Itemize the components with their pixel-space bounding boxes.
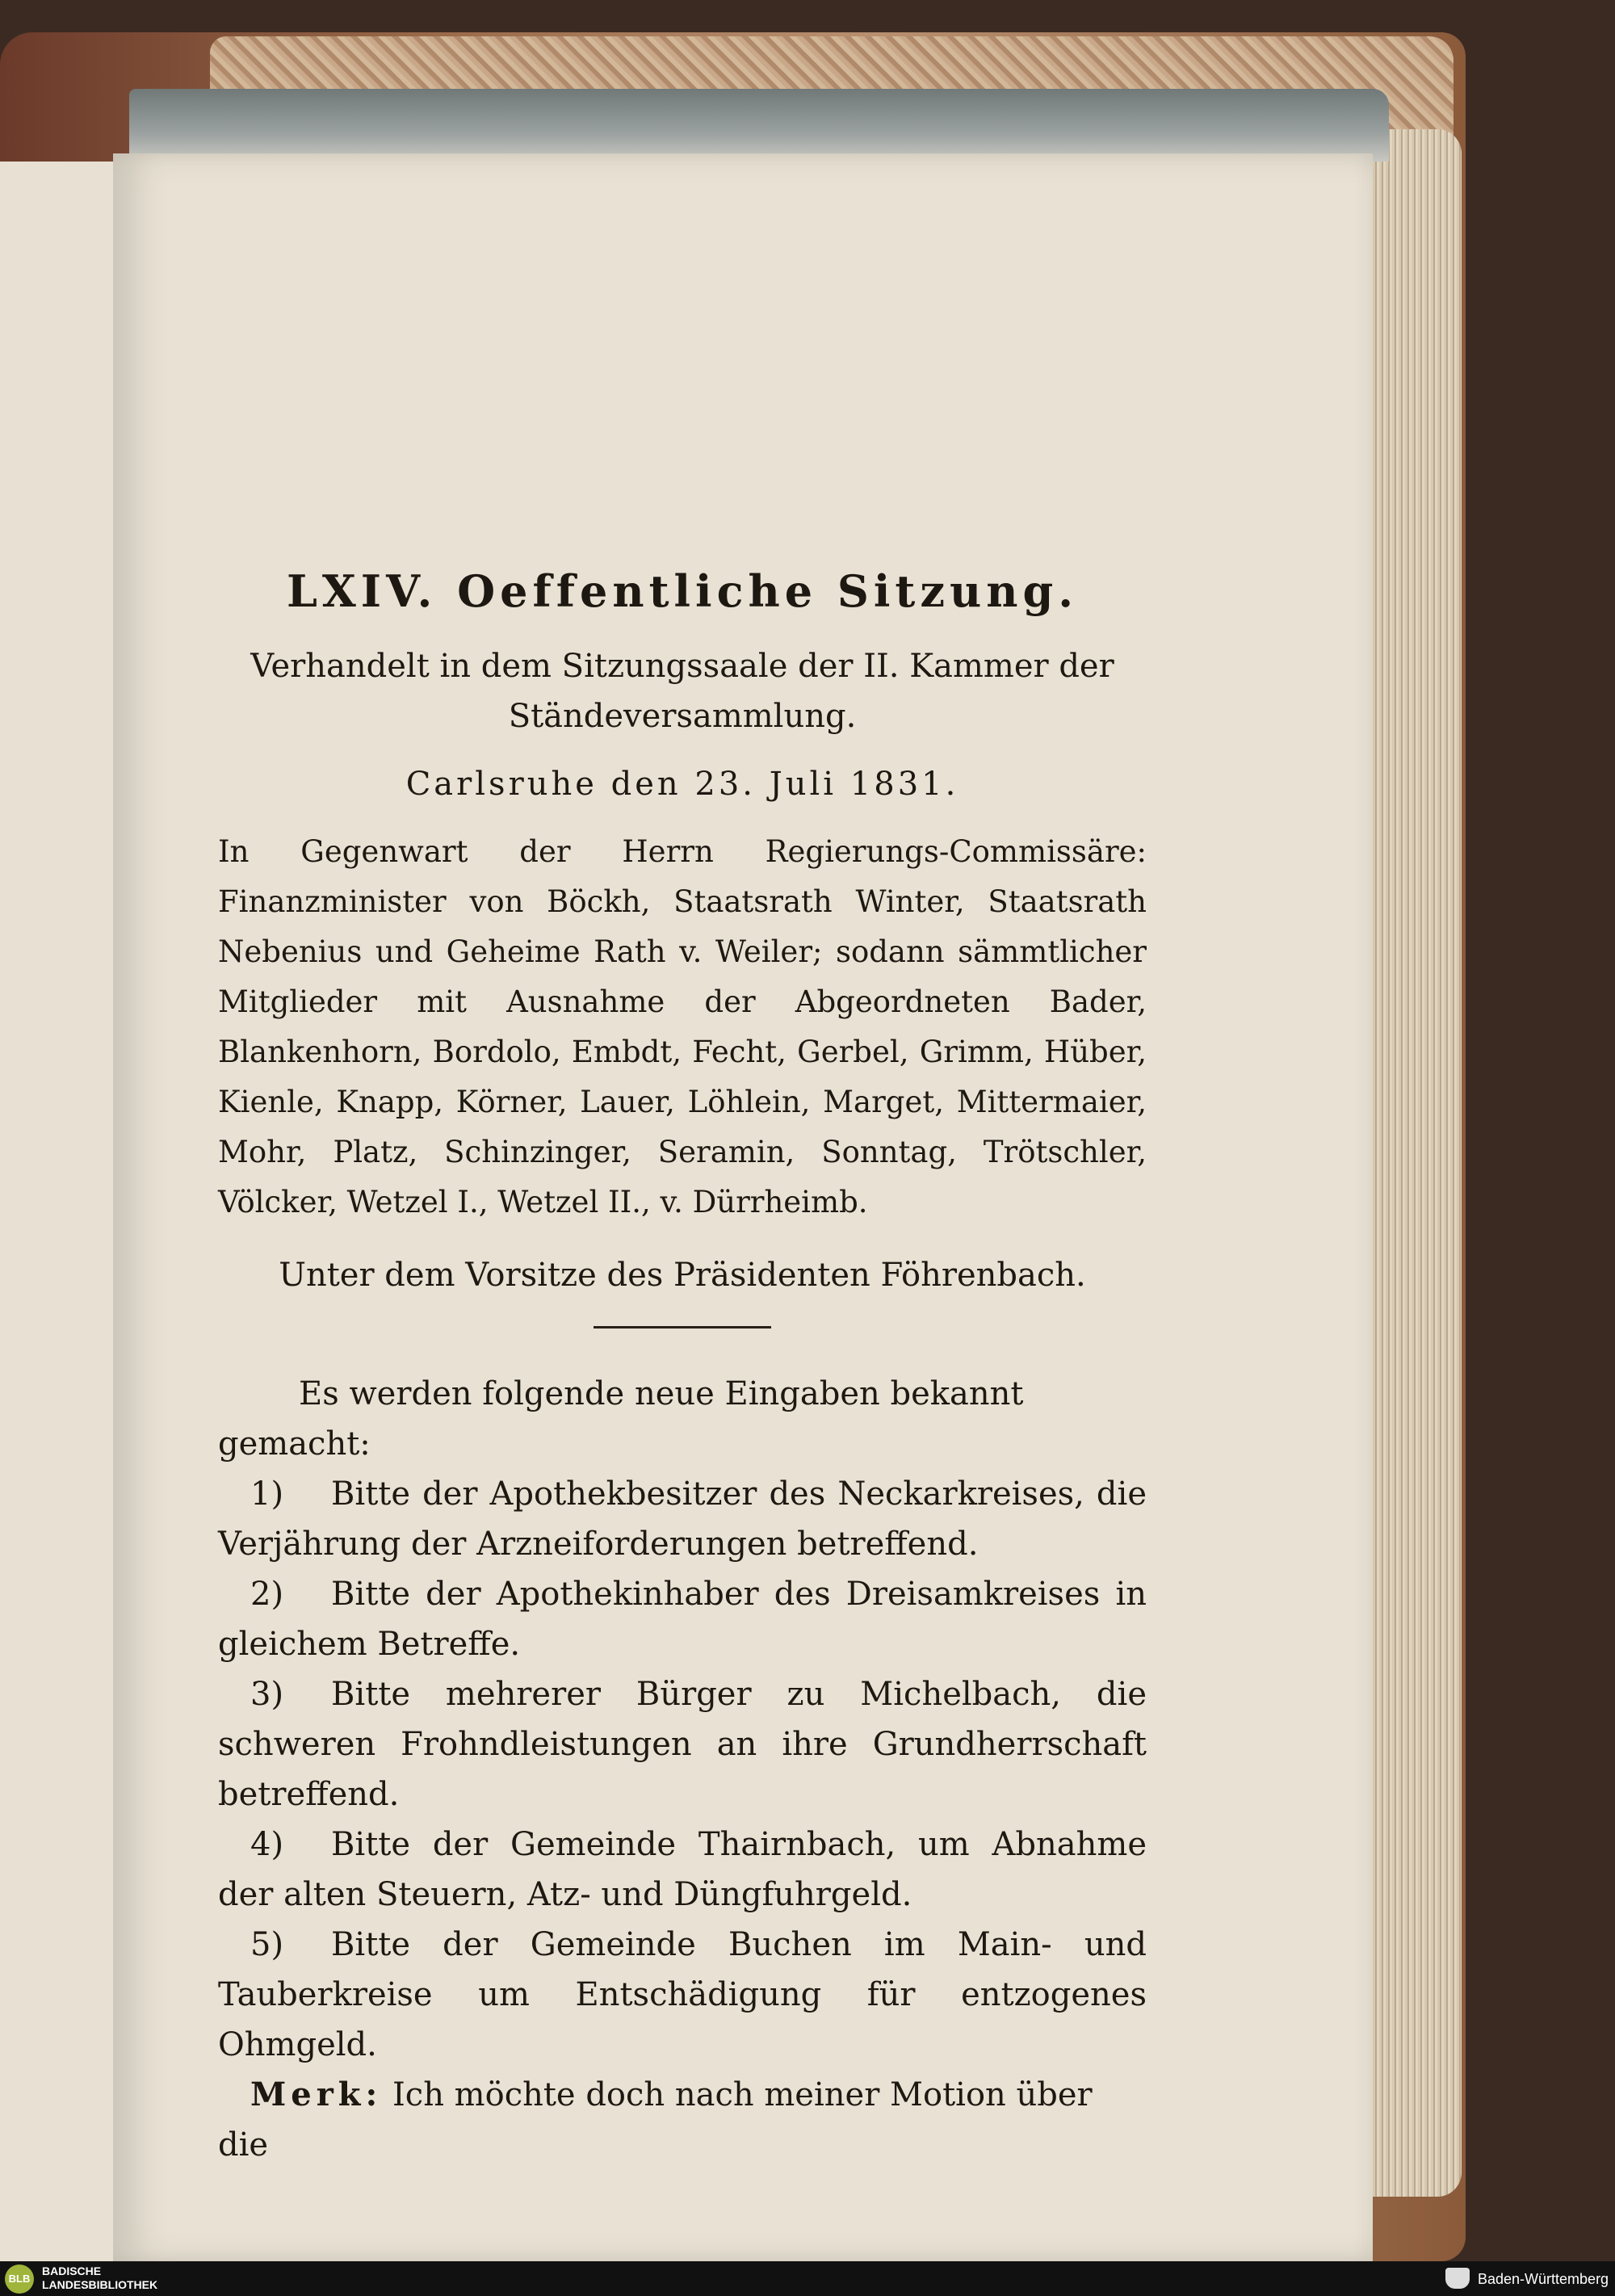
- attendance-paragraph: In Gegenwart der Herrn Regierungs-Commissäre: Finanzminister von Böckh, Staatsrath Winter, Staatsrath Nebenius und Geheime Rath v. Weiler; sodann sämmtlicher Mitglieder mit Ausnahme der Abgeordneten Bader, Blankenhorn, Bordolo, Embdt, Fecht, Gerbel, Grimm, Hüber, Kienle, Knapp, Körner, Lauer, Löhlein, Marget, Mittermaier, Mohr, Platz, Schinzinger, Seramin, Sonntag, Trötschler, Völcker, Wetzel I., Wetzel II., v. Dürrheimb.: [218, 834, 1147, 1219]
- left-page-fragment: [0, 162, 129, 2277]
- list-item: [218, 1920, 1147, 2070]
- item-text: Bitte der Apothekinhaber des Dreisamkreises in gleichem Betreffe.: [218, 1576, 1147, 1663]
- page-top-edge: [129, 89, 1389, 162]
- remark-text: Ich möchte doch nach meiner Motion über die: [218, 2076, 1093, 2164]
- library-name-line2: LANDESBIBLIOTHEK: [42, 2278, 158, 2291]
- page-content: [218, 565, 1147, 2170]
- item-text: Bitte der Apothekbesitzer des Neckarkreises, die Verjährung der Arzneiforderungen betreffend.: [218, 1475, 1147, 1563]
- item-text: Bitte der Gemeinde Buchen im Main- und Tauberkreise um Entschädigung für entzogenes Ohmgeld.: [218, 1926, 1147, 2063]
- blb-logo-icon[interactable]: BLB: [5, 2265, 34, 2294]
- item-number: 1): [250, 1475, 284, 1513]
- presidency-line: Unter dem Vorsitze des Präsidenten Föhrenbach.: [279, 1257, 1086, 1294]
- library-name[interactable]: [42, 2265, 157, 2292]
- item-number: 5): [250, 1926, 284, 1963]
- item-text: Bitte der Gemeinde Thairnbach, um Abnahme der alten Steuern, Atz- und Düngfuhrgeld.: [218, 1826, 1147, 1913]
- state-name[interactable]: Baden-Württemberg: [1478, 2271, 1609, 2287]
- list-item: [218, 1820, 1147, 1920]
- remark-paragraph: [218, 2070, 1147, 2170]
- list-item: [218, 1569, 1147, 1669]
- item-number: 4): [250, 1826, 284, 1863]
- list-item: [218, 1669, 1147, 1820]
- item-text: Bitte mehrerer Bürger zu Michelbach, die schweren Frohndleistungen an ihre Grundherrschaft betreffend.: [218, 1676, 1147, 1813]
- speaker-name: Merk:: [250, 2076, 383, 2113]
- session-subheading: Verhandelt in dem Sitzungssaale der II. Kammer der Ständeversammlung.: [250, 648, 1114, 735]
- footer-bar: [0, 2261, 1615, 2296]
- list-item: [218, 1469, 1147, 1569]
- page-edges: [1373, 129, 1462, 2197]
- petitions-intro: Es werden folgende neue Eingaben bekannt gemacht:: [218, 1375, 1024, 1463]
- divider-rule: [594, 1326, 771, 1328]
- state-emblem-icon[interactable]: [1445, 2268, 1470, 2289]
- library-name-line1: BADISCHE: [42, 2265, 102, 2277]
- session-heading: LXIV. Oeffentliche Sitzung.: [286, 565, 1079, 617]
- dateline: Carlsruhe den 23. Juli 1831.: [405, 766, 959, 803]
- item-number: 2): [250, 1576, 284, 1613]
- item-number: 3): [250, 1676, 284, 1713]
